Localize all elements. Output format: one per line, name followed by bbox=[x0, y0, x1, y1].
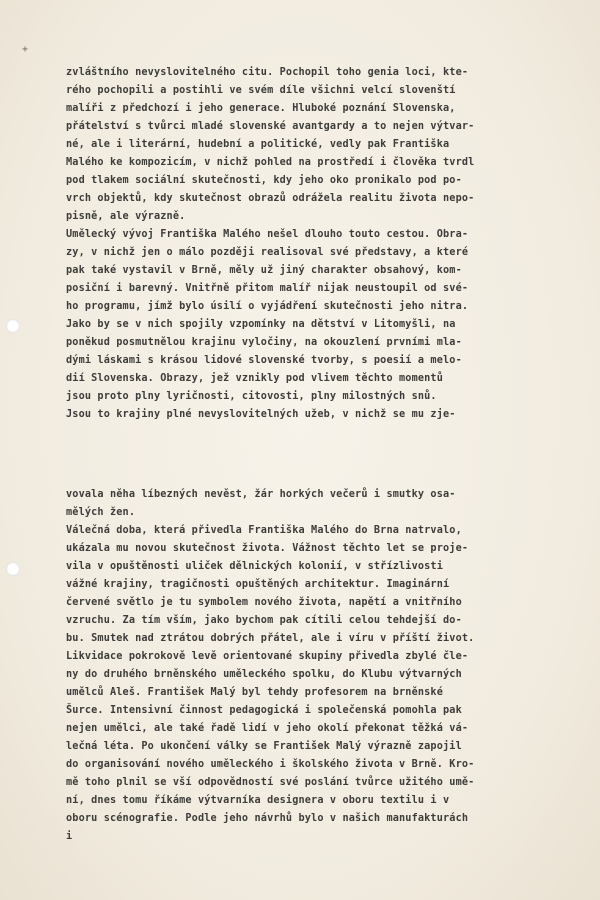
text-line: vila v opuštěnosti uliček dělnických kolonií, v střízlivosti bbox=[66, 561, 444, 572]
text-line: Jsou to krajiny plné nevyslovitelných užeb, v nichž se mu zje- bbox=[66, 409, 456, 420]
text-line: oboru scénografie. Podle jeho návrhů bylo v našich manufakturách bbox=[66, 813, 469, 824]
text-line: i bbox=[66, 831, 73, 842]
text-line: pisně, ale výrazně. bbox=[66, 211, 186, 222]
text-line: přátelství s tvůrci mladé slovenské avantgardy a to nejen výtvar- bbox=[66, 121, 475, 132]
text-line: nejen umělci, ale také řadě lidí v jeho okolí překonat těžká vá- bbox=[66, 723, 469, 734]
punch-hole-bottom bbox=[6, 562, 20, 576]
text-line: posiční i barevný. Vnitřně přitom malíř nijak neustoupil od své- bbox=[66, 283, 469, 294]
text-line: umělců Aleš. František Malý byl tehdy profesorem na brněnské bbox=[66, 687, 444, 698]
text-line: vrch objektů, kdy skutečnost obrazů odrážela realitu života nepo- bbox=[66, 193, 475, 204]
text-line: Malého ke kompozicím, v nichž pohled na prostředí i člověka tvrdl bbox=[66, 157, 475, 168]
text-line: pak také vystavil v Brně, měly už jiný charakter obsahový, kom- bbox=[66, 265, 462, 276]
text-line: Likvidace pokrokově levě orientované skupiny přivedla zbylé čle- bbox=[66, 651, 469, 662]
text-line: né, ale i literární, hudební a politické, vedly pak Františka bbox=[66, 139, 450, 150]
text-line: vážné krajiny, tragičnosti opuštěných architektur. Imaginární bbox=[66, 579, 450, 590]
text-line: dií Slovenska. Obrazy, jež vznikly pod vlivem těchto momentů bbox=[66, 373, 444, 384]
text-line: lečná léta. Po ukončení války se František Malý výrazně zapojil bbox=[66, 741, 462, 752]
text-line: vovala něha líbezných nevěst, žár horkých večerů i smutky osa- bbox=[66, 489, 456, 500]
corner-mark: + bbox=[22, 44, 29, 55]
text-line: zvláštního nevyslovitelného citu. Pochopil toho genia loci, kte- bbox=[66, 67, 469, 78]
text-line: Válečná doba, která přivedla Františka Malého do Brna natrvalo, bbox=[66, 525, 462, 536]
text-line: malíři z předchozí i jeho generace. Hluboké poznání Slovenska, bbox=[66, 103, 456, 114]
text-line: mělých žen. bbox=[66, 507, 136, 518]
text-line: mě toho plnil se vší odpovědností své poslání tvůrce užitého umě- bbox=[66, 777, 475, 788]
text-line: dými láskami s krásou lidové slovenské tvorby, s poesií a melo- bbox=[66, 355, 462, 366]
text-line: rého pochopili a postihli ve svém díle všichni velcí slovenští bbox=[66, 85, 456, 96]
text-line: zy, v nichž jen o málo později realisoval své představy, a které bbox=[66, 247, 469, 258]
text-line: červené světlo je tu symbolem nového života, napětí a vnitřního bbox=[66, 597, 462, 608]
text-line: ho programu, jímž bylo úsilí o vyjádření skutečnosti jeho nitra. bbox=[66, 301, 469, 312]
text-line: vzruchu. Za tím vším, jako bychom pak cítili celou tehdejší do- bbox=[66, 615, 462, 626]
text-line: ukázala mu novou skutečnost života. Vážnost těchto let se proje- bbox=[66, 543, 469, 554]
text-line: do organisování nového uměleckého i školského života v Brně. Kro- bbox=[66, 759, 475, 770]
text-line: ní, dnes tomu říkáme výtvarníka designera v oboru textilu i v bbox=[66, 795, 450, 806]
text-line: Umělecký vývoj Františka Malého nešel dlouho touto cestou. Obra- bbox=[66, 229, 469, 240]
text-line: bu. Smutek nad ztrátou dobrých přátel, ale i víru v příští život. bbox=[66, 633, 475, 644]
text-line: ny do druhého brněnského uměleckého spolku, do Klubu výtvarných bbox=[66, 669, 462, 680]
text-line: Šurce. Intensivní činnost pedagogická i společenská pomohla pak bbox=[66, 705, 462, 716]
text-line: pod tlakem sociální skutečnosti, kdy jeho oko pronikalo pod po- bbox=[66, 175, 462, 186]
text-line: jsou proto plny lyričnosti, citovosti, plny milostných snů. bbox=[66, 391, 437, 402]
text-line: Jako by se v nich spojily vzpomínky na dětství v Litomyšli, na bbox=[66, 319, 456, 330]
text-line: poněkud posmutnělou krajinu vyločiny, na okouzlení prvními mla- bbox=[66, 337, 462, 348]
punch-hole-top bbox=[6, 319, 20, 333]
